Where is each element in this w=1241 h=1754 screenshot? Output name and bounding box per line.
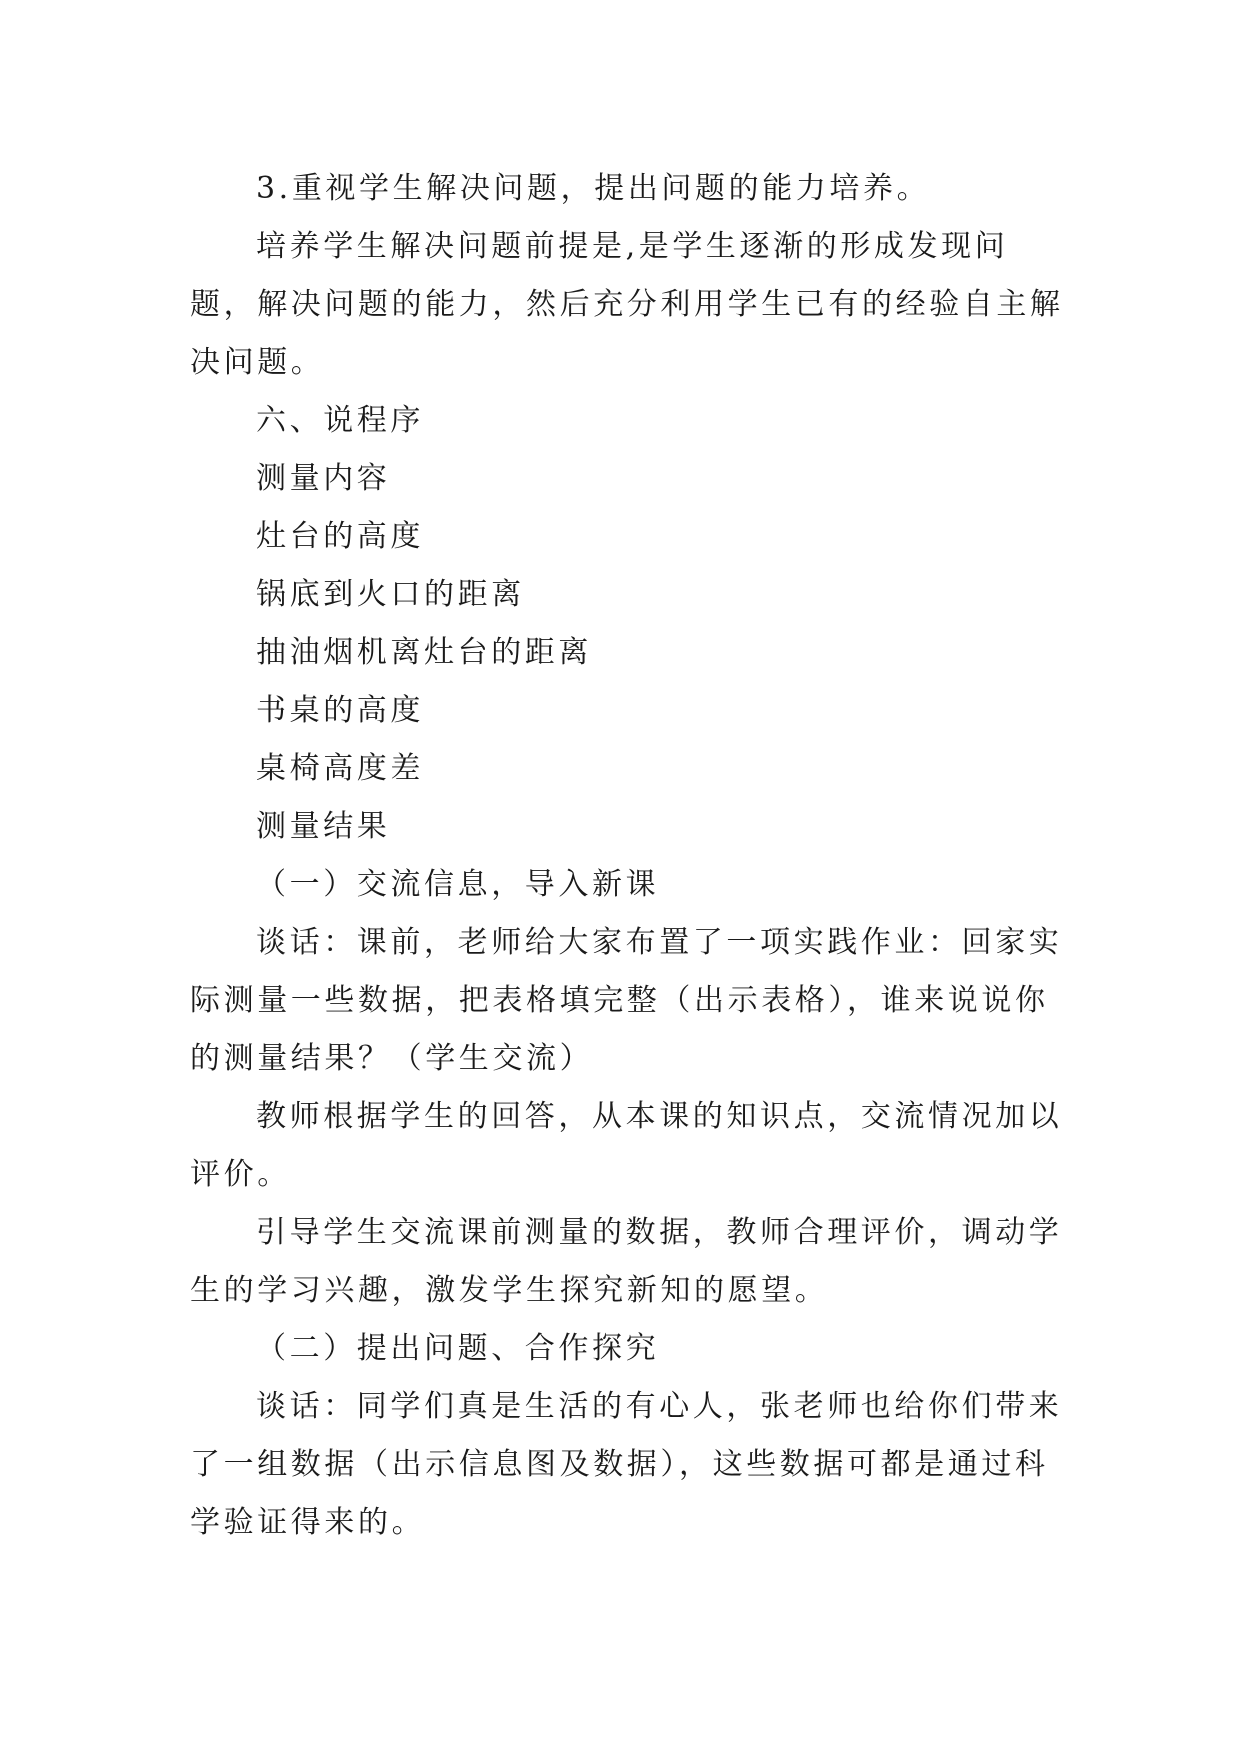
list-item: 灶台的高度 — [256, 519, 424, 554]
list-item: 抽油烟机离灶台的距离 — [256, 635, 592, 670]
document-body — [190, 160, 1070, 1552]
list-item: 测量内容 — [256, 461, 391, 496]
subsection-2-heading: （二）提出问题、合作探究 — [256, 1331, 660, 1366]
paragraph-teacher-talk-1: 谈话：课前，老师给大家布置了一项实践作业：回家实际测量一些数据，把表格填完整（出示表格），谁来说说你的测量结果？（学生交流） — [190, 925, 1063, 1076]
list-item: 桌椅高度差 — [256, 751, 424, 786]
paragraph-guidance: 引导学生交流课前测量的数据，教师合理评价，调动学生的学习兴趣，激发学生探究新知的愿望。 — [190, 1215, 1063, 1308]
paragraph-teacher-talk-2: 谈话：同学们真是生活的有心人，张老师也给你们带来了一组数据（出示信息图及数据），这些数据可都是通过科学验证得来的。 — [190, 1389, 1063, 1540]
list-item: 书桌的高度 — [256, 693, 424, 728]
point-3-heading: 3.重视学生解决问题，提出问题的能力培养。 — [256, 171, 931, 206]
list-item: 锅底到火口的距离 — [256, 577, 525, 612]
section-6-heading: 六、说程序 — [256, 403, 424, 438]
list-item: 测量结果 — [256, 809, 391, 844]
subsection-1-heading: （一）交流信息，导入新课 — [256, 867, 660, 902]
paragraph-problem-solving: 培养学生解决问题前提是,是学生逐渐的形成发现问题，解决问题的能力，然后充分利用学生已有的经验自主解决问题。 — [190, 229, 1064, 380]
paragraph-teacher-evaluation: 教师根据学生的回答，从本课的知识点，交流情况加以评价。 — [190, 1099, 1063, 1192]
